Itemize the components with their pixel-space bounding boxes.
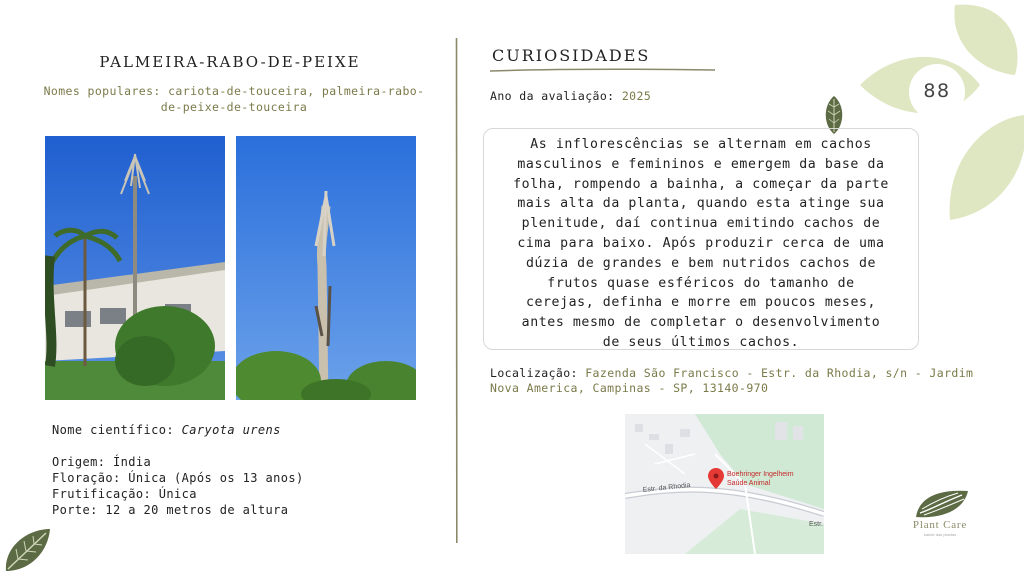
map-place-line2: Saúde Animal xyxy=(727,480,771,487)
map-road-label: Estr. da Rhodia xyxy=(642,482,691,494)
leaf-shape xyxy=(950,115,1024,220)
title-underline xyxy=(490,67,715,73)
location-map[interactable] xyxy=(625,414,824,554)
evaluation-year-label: Ano da avaliação: xyxy=(490,89,615,103)
origin: Origem: Índia xyxy=(52,455,152,469)
curiosities-text: As inflorescências se alternam em cachos masculinos e femininos e emergem da base da folha, rompendo a bainha, a começar da parte mais alta da planta, quando esta atinge sua plenitude, daí continua emitindo cachos de cima para baixo. Após produzir cerca de uma dúzia de grandes e bem nutridos cachos de frutos quase esféricos do tamanho de cerejas, definha e morre em poucos meses, antes mesmo de completar o desenvolvimento de seus últimos cachos. xyxy=(483,128,919,350)
location xyxy=(490,366,990,396)
popular-names-value: cariota-de-touceira, palmeira-rabo-de-peixe-de-touceira xyxy=(160,84,425,114)
plant-photo-2 xyxy=(236,136,416,400)
scientific-name-label: Nome científico: xyxy=(52,423,174,437)
logo-tagline: saúde das plantas xyxy=(923,532,957,537)
plant-title: PALMEIRA-RABO-DE-PEIXE xyxy=(99,53,361,71)
size: Porte: 12 a 20 metros de altura xyxy=(52,503,289,517)
scientific-name xyxy=(52,422,304,438)
fruiting: Frutificação: Única xyxy=(52,487,197,501)
leaf-icon xyxy=(2,527,52,573)
logo-name: Plant Care xyxy=(912,519,968,531)
map-place-line1: Boehringer Ingelheim xyxy=(727,471,794,478)
evaluation-year-value: 2025 xyxy=(621,89,652,103)
plant-info xyxy=(52,422,304,518)
plant-care-logo-icon xyxy=(914,487,970,519)
leaf-shape xyxy=(954,5,1017,75)
column-divider xyxy=(455,38,458,543)
map-road-label-2: Estr. xyxy=(809,521,824,528)
popular-names-label: Nomes populares: xyxy=(43,84,161,98)
popular-names xyxy=(42,83,426,115)
scientific-name-value: Caryota urens xyxy=(181,423,281,437)
page-number: 88 xyxy=(909,64,965,120)
flowering: Floração: Única (Após os 13 anos) xyxy=(52,471,304,485)
location-label: Localização: xyxy=(490,366,578,380)
curiosities-title: CURIOSIDADES xyxy=(492,46,651,65)
plant-photo-1 xyxy=(45,136,225,400)
location-value: Fazenda São Francisco - Estr. da Rhodia, s/n - Jardim Nova America, Campinas - SP, 13140-970 xyxy=(490,366,974,395)
evaluation-year xyxy=(490,89,651,103)
